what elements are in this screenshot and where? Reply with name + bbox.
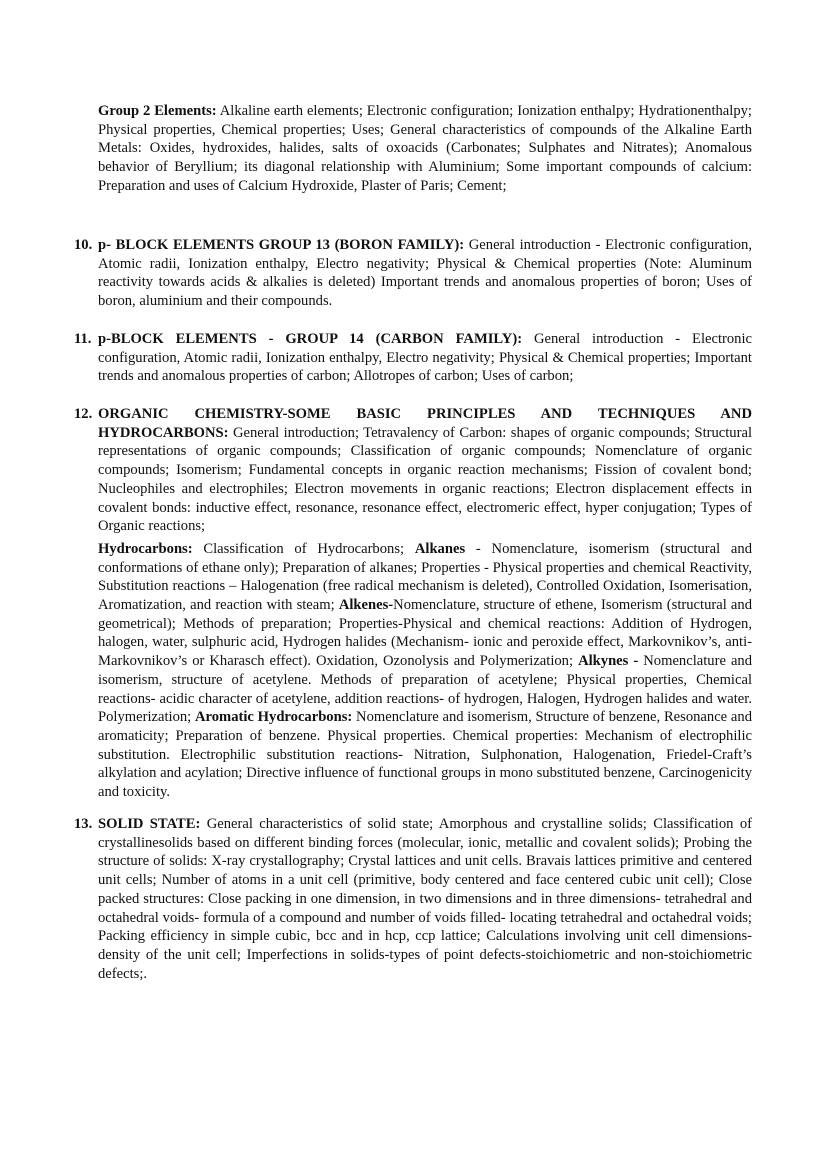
paragraph xyxy=(98,102,752,196)
alkenes-text: Nomenclature, structure of ethene, Isomerism (structural and geometrical); Methods of preparation; Properties-Physical and chemical reactions: Addition of Hydrogen, halogen, water, sulphuric acid, Hydrogen halides (Mechanism- ionic and peroxide effect, Markovnikov’s, anti-Markovnikov’s or Kharasch effect). Oxidation, Ozonolysis and Polymerization; xyxy=(98,597,752,670)
alkanes-text: - Nomenclature, isomerism (structural and conformations of ethane only); Preparation of alkanes; Properties - Physical properties and chemical Reactivity, Substitution reactions – Halogenation (free radical mechanism is deleted), Controlled Oxidation, Isomerisation, Aromatization, and reaction with steam; xyxy=(98,540,752,614)
alkynes-text: Nomenclature and isomerism, structure of acetylene. Methods of preparation of acetylene; Physical properties, Chemical reactions- acidic character of acetylene, addition reactions- of hydrogen, Halogen, Hydrogen halides and water. Polymerization; xyxy=(98,653,753,726)
section-body xyxy=(98,102,752,196)
section-heading: p-BLOCK ELEMENTS - GROUP 14 (CARBON FAMILY): xyxy=(98,331,523,347)
section-13-solid-state xyxy=(74,815,752,983)
section-body xyxy=(98,815,752,983)
paragraph xyxy=(98,405,752,536)
alkenes-heading: Alkenes- xyxy=(338,597,394,614)
section-body xyxy=(98,405,752,802)
section-number: 13. xyxy=(74,816,93,832)
section-heading: Group 2 Elements: xyxy=(98,103,217,119)
alkanes-heading: Alkanes xyxy=(414,540,466,557)
section-body xyxy=(98,236,752,311)
aromatic-hydrocarbons-text: Nomenclature and isomerism, Structure of benzene, Resonance and aromaticity; Preparation of benzene. Physical properties. Chemical properties: Mechanism of electrophilic substitution. Electrophilic substitution reactions- Nitration, Sulphonation, Halogenation, Friedel-Craft’s alkylation and acylation; Directive influence of functional groups in mono substituted benzene, Carcinogenicity and toxicity. xyxy=(98,709,752,801)
section-heading: SOLID STATE: xyxy=(98,816,201,832)
alkynes-heading: Alkynes - xyxy=(578,653,639,670)
hydrocarbons-text: Classification of Hydrocarbons; xyxy=(192,540,415,557)
section-11-carbon-family xyxy=(74,330,752,386)
paragraph xyxy=(98,330,752,386)
hydrocarbons-heading: Hydrocarbons: xyxy=(98,540,193,557)
section-number: 10. xyxy=(74,237,93,253)
section-text: General introduction - Electronic configuration, Atomic radii, Ionization enthalpy, Electro negativity; Physical & Chemical properties; Important trends and anomalous properties of carbon; Allotropes of carbon; Uses of carbon; xyxy=(98,331,752,385)
section-text: General introduction; Tetravalency of Carbon: shapes of organic compounds; Structural representations of organic compounds; Classification of organic compounds; Nomenclature of organic compounds; Isomerism; Fundamental concepts in organic reaction mechanisms; Fission of covalent bond; Nucleophiles and electrophiles; Electron movements in organic reactions; Electron displacement effects in covalent bonds: inductive effect, resonance, resonance effect, electromeric effect, hyper conjugation; Types of Organic reactions; xyxy=(98,424,752,535)
section-group-2-elements xyxy=(74,102,752,196)
paragraph xyxy=(98,236,752,311)
section-heading: p- BLOCK ELEMENTS GROUP 13 (BORON FAMILY): xyxy=(98,237,465,253)
section-heading: ORGANIC CHEMISTRY-SOME BASIC PRINCIPLES AND TECHNIQUES AND HYDROCARBONS: xyxy=(98,406,752,441)
section-text: General characteristics of solid state; Amorphous and crystalline solids; Classification of crystallinesolids based on different binding forces (molecular, ionic, metallic and covalent solids); Probing the structure of solids: X-ray crystallography; Crystal lattices and unit cells. Bravais lattices primitive and centered unit cells; Number of atoms in a unit cell (primitive, body centered and face centered cubic unit cell); Close packed structures: Close packing in one dimension, in two dimensions and in three dimensions- tetrahedral and octahedral voids- formula of a compound and number of voids filled- locating tetrahedral and octahedral voids; Packing efficiency in simple cubic, bcc and in hcp, ccp lattice; Calculations involving unit cell dimensions- density of the unit cell; Imperfections in solids-types of point defects-stoichiometric and non-stoichiometric defects;. xyxy=(98,816,752,982)
aromatic-hydrocarbons-heading: Aromatic Hydrocarbons: xyxy=(195,709,353,726)
section-number: 12. xyxy=(74,406,93,422)
section-text: General introduction - Electronic configuration, Atomic radii, Ionization enthalpy, Electro negativity; Physical & Chemical properties (Note: Aluminum reactivity towards acids & alkalies is deleted) Important trends and anomalous properties of boron; Uses of boron, aluminium and their compounds. xyxy=(98,237,753,310)
paragraph xyxy=(98,815,752,983)
section-12-organic-chemistry xyxy=(74,405,752,802)
hydrocarbons-paragraph xyxy=(98,540,752,802)
section-10-boron-family xyxy=(74,236,752,311)
section-text: Alkaline earth elements; Electronic configuration; Ionization enthalpy; Hydrationenthalpy; Physical properties, Chemical properties; Uses; General characteristics of compounds of the Alkaline Earth Metals: Oxides, hydroxides, halides, salts of oxoacids (Carbonates; Sulphates and Nitrates); Anomalous behavior of Beryllium; its diagonal relationship with Aluminium; Some important compounds of calcium: Preparation and uses of Calcium Hydroxide, Plaster of Paris; Cement; xyxy=(98,103,752,194)
section-number: 11. xyxy=(74,331,92,347)
section-body xyxy=(98,330,752,386)
